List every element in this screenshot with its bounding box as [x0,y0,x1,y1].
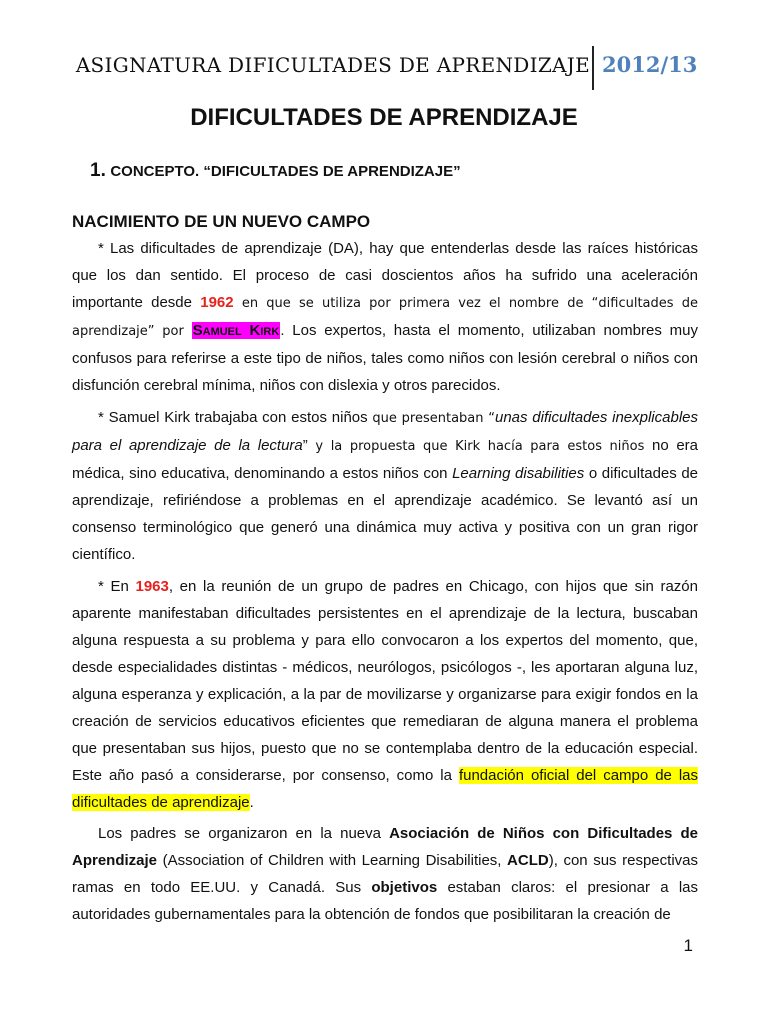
p2-text-3: no era médica, sino educativa, denominando a estos niños con [72,437,698,482]
year-1963: 1963 [135,578,169,595]
subheading: NACIMIENTO DE UN NUEVO CAMPO [72,212,371,231]
paragraph-1 [72,235,698,399]
p2-text-4: o dificultades de aprendizaje, refiriéndose a problemas en el aprendizaje académico. Se levantó así un consenso terminológico que generó una dinámica muy activa y positiva con un gran rigor científico. [72,465,699,563]
p4-acronym: ACLD [507,852,549,869]
p2-term: Learning disabilities [452,465,585,482]
page-number: 1 [683,936,693,955]
p4-text-1: Los padres se organizaron en la nueva [98,825,390,842]
year-1962: 1962 [200,294,234,311]
p4-text-4: estaban claros: el presionar a las autoridades gubernamentales para la obtención de fondos que posibilitaran la creación de [72,879,698,923]
paragraph-3 [72,573,698,816]
p1-text-3: . Los expertos, hasta el momento, utilizaban nombres muy confusos para referirse a este tipo de niños, tales como niños con lesión cerebral o niños con disfunción cerebral mínima, niños con dislexia y otros parecidos. [72,322,699,394]
p3-text-3: . [249,794,254,811]
p3-text-2: , en la reunión de un grupo de padres en Chicago, con hijos que sin razón aparente manifestaban dificultades persistentes en el aprendizaje de la lectura, buscaban alguna respuesta a su problema y para ello convocaron a los expertos del momento, que, desde especialidades distintas - médicos, neurólogos, psicólogos -, les aportaran alguna luz, alguna esperanza y explicación, a la par de movilizarse y organizarse para exigir fondos en la creación de servicios educativos eficientes que remediaran de alguna manera el problema que presentaban sus hijos, puesto que no se contemplaba dentro de la educación especial. Este año pasó a considerarse, por consenso, como la [72,578,698,784]
section-title: CONCEPTO. “DIFICULTADES DE APRENDIZAJE” [110,163,461,180]
header-subject: ASIGNATURA DIFICULTADES DE APRENDIZAJE [75,53,590,77]
p2-text-2b: y la propuesta que Kirk hacía para estos niños [315,439,645,454]
paragraph-2 [72,404,698,568]
document-title: DIFICULTADES DE APRENDIZAJE [190,104,578,131]
header-divider [592,46,594,90]
highlighted-name: Samuel Kirk [192,322,280,339]
p1-text-2: en que se utiliza por primera vez el nombre de “dificultades de aprendizaje” por [72,296,698,339]
highlighted-text: fundación oficial del campo de las dificultades de aprendizaje [72,767,698,811]
p3-text-1: * En [98,578,136,595]
paragraph-4 [72,820,698,928]
section-heading [90,160,461,182]
p2-quote: unas dificultades inexplicables para el aprendizaje de la lectura [72,409,698,454]
p4-text-2: (Association of Children with Learning Disabilities, [157,852,508,869]
p2-text-1: * Samuel Kirk trabajaba con estos niños [98,409,373,426]
p2-text-2: ” [302,437,316,454]
page-header [0,42,768,92]
p4-text-3: ), con sus respectivas ramas en todo EE.UU. y Canadá. Sus [72,852,698,896]
p4-objetivos: objetivos [371,879,438,896]
header-year: 2012/13 [602,52,698,77]
section-number: 1. [90,160,106,181]
p4-organization: Asociación de Niños con Dificultades de Aprendizaje [72,825,698,869]
p2-text-1b: que presentaban “ [372,411,495,426]
p1-text-1: * Las dificultades de aprendizaje (DA), hay que entenderlas desde las raíces históricas que los dan sentido. El proceso de casi doscientos años ha sufrido una aceleración importante desde [72,240,698,311]
